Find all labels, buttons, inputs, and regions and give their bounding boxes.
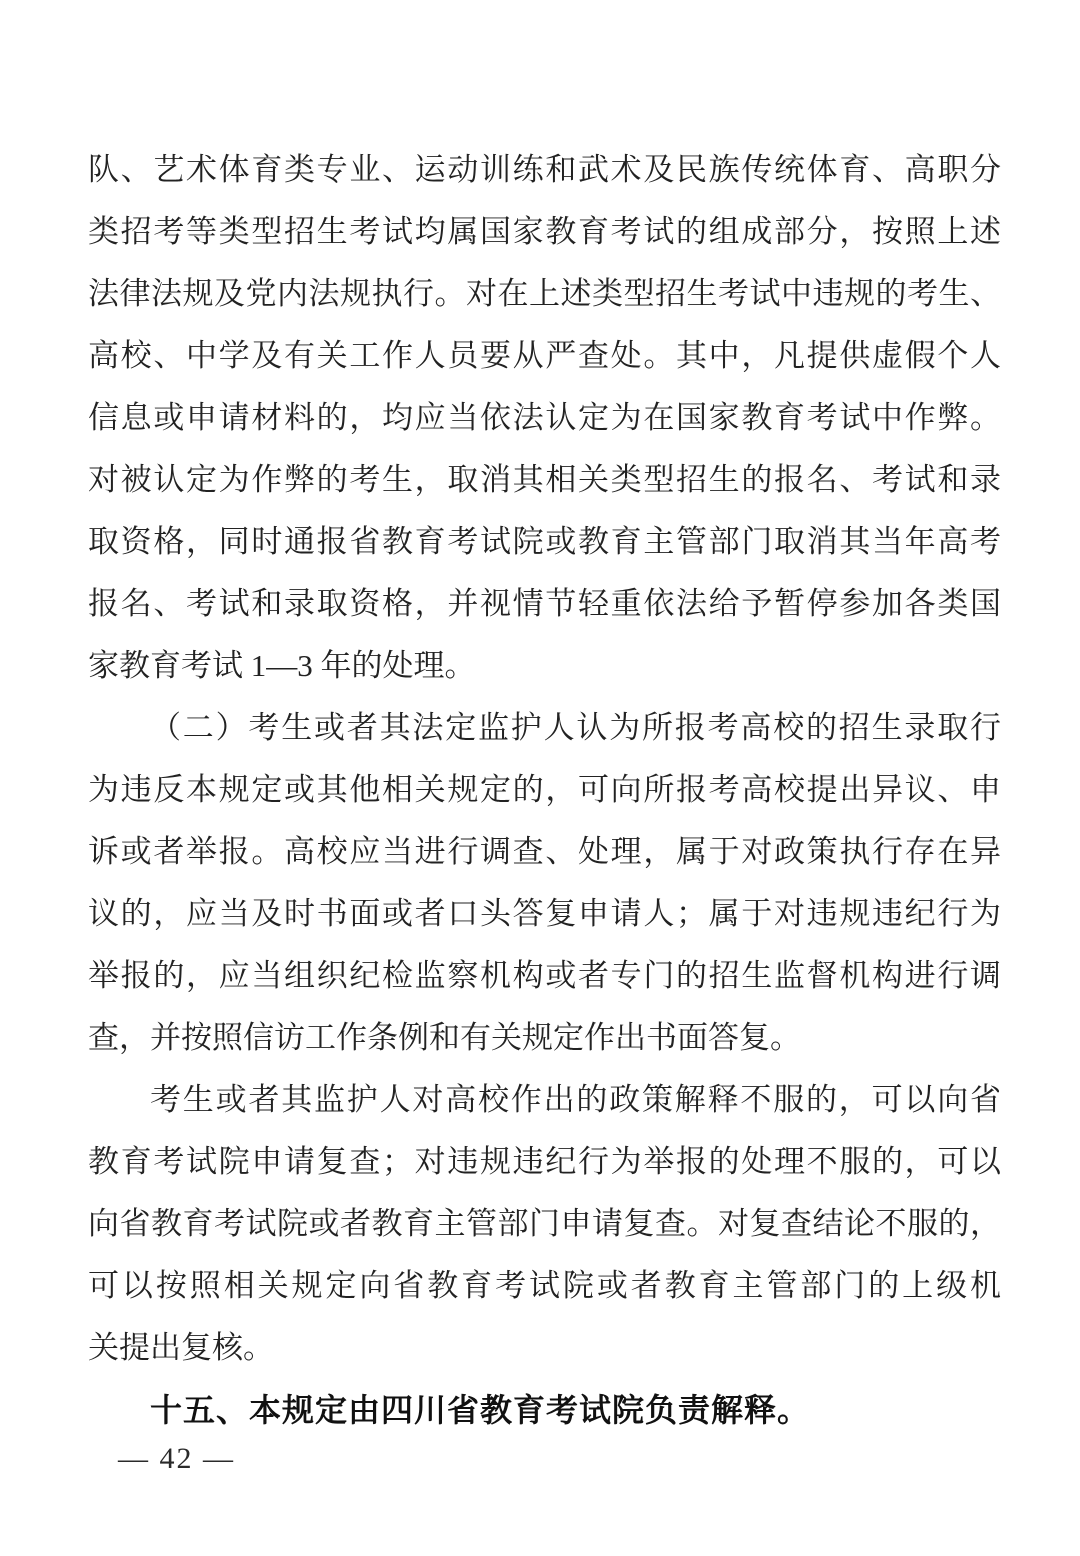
text-line: 议的，应当及时书面或者口头答复申请人；属于对违规违纪行为 <box>88 896 1001 931</box>
text-line: 考生或者其监护人对高校作出的政策解释不服的，可以向省 <box>150 1082 1001 1117</box>
text-line: 报名、考试和录取资格，并视情节轻重依法给予暂停参加各类国 <box>88 586 1001 621</box>
text-line: 查，并按照信访工作条例和有关规定作出书面答复。 <box>88 1020 801 1055</box>
section-heading-line: 十五、本规定由四川省教育考试院负责解释。 <box>150 1392 811 1428</box>
page-number: — 42 — <box>118 1442 235 1475</box>
document-body <box>88 139 1001 1441</box>
text-line: 家教育考试 1—3 年的处理。 <box>88 648 476 683</box>
text-line: 教育考试院申请复查；对违规违纪行为举报的处理不服的，可以 <box>88 1144 1001 1179</box>
text-line: 举报的，应当组织纪检监察机构或者专门的招生监督机构进行调 <box>88 958 1001 993</box>
text-line: （二）考生或者其法定监护人认为所报考高校的招生录取行 <box>150 710 1001 745</box>
text-line: 信息或申请材料的，均应当依法认定为在国家教育考试中作弊。 <box>88 400 1001 435</box>
text-line: 取资格，同时通报省教育考试院或教育主管部门取消其当年高考 <box>88 524 1001 559</box>
text-line: 关提出复核。 <box>88 1330 274 1365</box>
text-line: 高校、中学及有关工作人员要从严查处。其中，凡提供虚假个人 <box>88 338 1001 373</box>
text-line: 为违反本规定或其他相关规定的，可向所报考高校提出异议、申 <box>88 772 1001 807</box>
text-line: 向省教育考试院或者教育主管部门申请复查。对复查结论不服的， <box>88 1206 1001 1241</box>
text-line: 诉或者举报。高校应当进行调查、处理，属于对政策执行存在异 <box>88 834 1001 869</box>
text-line: 类招考等类型招生考试均属国家教育考试的组成部分，按照上述 <box>88 214 1001 249</box>
text-line: 可以按照相关规定向省教育考试院或者教育主管部门的上级机 <box>88 1268 1001 1303</box>
text-line: 对被认定为作弊的考生，取消其相关类型招生的报名、考试和录 <box>88 462 1001 497</box>
text-line: 队、艺术体育类专业、运动训练和武术及民族传统体育、高职分 <box>88 152 1001 187</box>
text-line: 法律法规及党内法规执行。对在上述类型招生考试中违规的考生、 <box>88 276 1001 311</box>
